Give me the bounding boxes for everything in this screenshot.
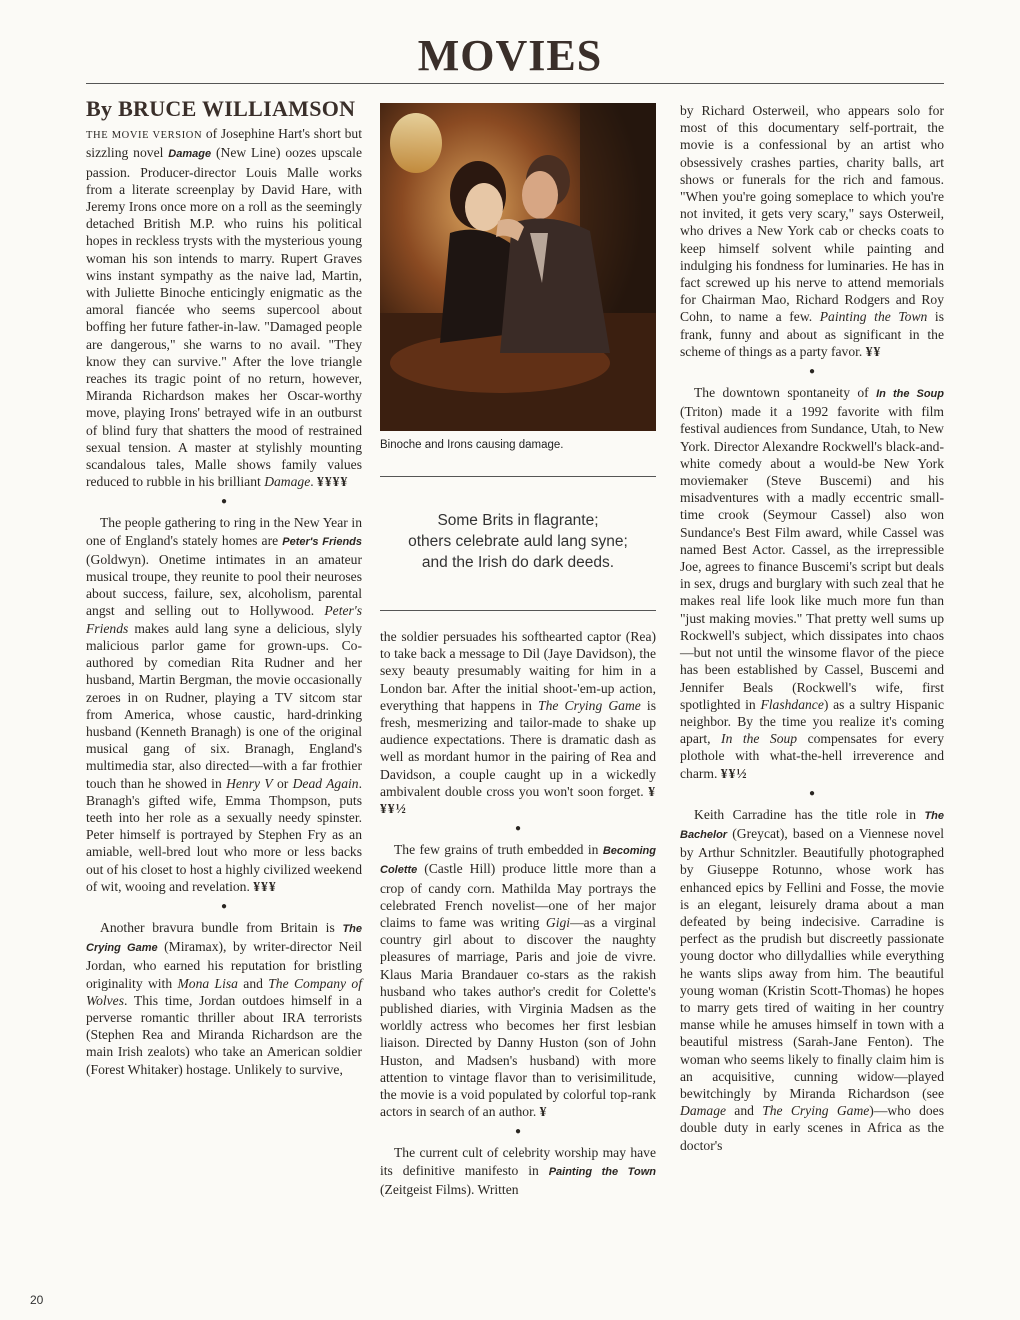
rating-peters-friends: ¥¥¥	[253, 878, 277, 894]
review-painting-the-town: The current cult of celebrity worship may have its definitive manifesto in Painting the Town (Zeitgeist Films). Written	[380, 1145, 656, 1197]
review-in-the-soup: The downtown spontaneity of In the Soup (Triton) made it a 1992 favorite with film festival audiences from Sundance, Utah, to New York. Director Alexandre Rockwell's black-and-white comedy about a would-be New York moviemaker (Steve Buscemi) and his misadventures with a madly eccentric small-time crook (Seymour Cassel) also won Sundance's Best Film award, while Cassel was named Best Actor. Cassel, as the irrepressible Joe, agrees to finance Buscemi's script but deals in sex, drugs and burglary with such zeal that he makes real life look like much more fun than "just making movies." That pretty well sums up Rockwell's subject, which dissipates into chaos—but not until the winsome flavor of the piece has been established by Cassel, Buscemi and Jennifer Beals (Rockwell's wife, first spotlighted in Flashdance) as a sultry Hispanic neighbor. By the time you realize it's coming apart, In the Soup compensates for every plothole with what-the-hell irreverence and charm. ¥¥½	[680, 385, 945, 781]
rating-damage: ¥¥¥¥	[317, 474, 349, 490]
section-bullet: ●	[220, 900, 228, 912]
column-1	[86, 96, 362, 1078]
section-bullet: ●	[808, 787, 816, 799]
byline: By BRUCE WILLIAMSON	[86, 96, 356, 121]
rating-crying-game: ¥¥¥½	[380, 783, 656, 817]
photo-caption: Binoche and Irons causing damage.	[380, 439, 564, 451]
movie-title-the-bachelor: The Bachelor	[680, 809, 944, 841]
header-rule	[86, 83, 944, 84]
movie-title-in-the-soup: In the Soup	[876, 388, 944, 401]
section-bullet: ●	[514, 823, 522, 835]
section-bullet: ●	[808, 366, 816, 378]
film-still-illustration	[380, 103, 656, 431]
section-title: MOVIES	[417, 31, 603, 80]
lead-in: THE MOVIE VERSION	[86, 130, 203, 142]
review-becoming-colette: The few grains of truth embedded in Becoming Colette (Castle Hill) produce little more than a crop of candy corn. Mathilda May portrays the celebrated French novelist—one of her major claims to fame was writing Gigi—as a virginal country girl about to discover the naughty pleasures of marriage, Paris and joie de vivre. Klaus Maria Brandauer co-stars as the rakish husband who takes author's credit for Colette's published diaries, with Virginia Madsen as the worldly actress who becomes her first lesbian liaison. Directed by Danny Huston (son of John Huston, and Madsen's husband) with more attention to vintage flavor than to verisimilitude, the movie is a void populated by colorful top-rank actors in search of an author. ¥	[380, 842, 656, 1120]
pull-quote-rule-bottom	[380, 610, 656, 611]
column-2	[380, 628, 656, 1198]
review-the-bachelor: Keith Carradine has the title role in The Bachelor (Greycat), based on a Viennese novel by Arthur Schnitzler. Beautifully photographed by Giuseppe Rotunno, whose work has enhanced epics by Fellini and Fosse, the movie is an elegant, leisurely drama about a man defeated by being indecisive. Carradine is perfect as the prudish but discreetly passionate young doctor who dillydallies while everything he wants slips away from him. The beautiful young woman (Kristin Scott-Thomas) he hopes to marry gets tired of waiting in her country manse while he amuses himself in town with a beautiful mistress (Sarah-Jane Fenton). The woman who seems likely to finally claim him is an acquisitive, cunning widow—played bewitchingly by Miranda Richardson (see Damage and The Crying Game)—who does double duty in early scenes in Africa as the doctor's	[680, 806, 944, 1153]
column-3	[680, 102, 944, 1154]
pull-quote-rule-top	[380, 476, 656, 477]
movie-title-peters-friends: Peter's Friends	[282, 535, 362, 548]
movie-title-damage: Damage	[168, 148, 212, 161]
section-bullet: ●	[220, 496, 228, 508]
movie-title-becoming-colette: Becoming Colette	[380, 845, 656, 877]
review-crying-game: Another bravura bundle from Britain is The Crying Game (Miramax), by writer-director Neil Jordan, who earned his reputation for bristling originality with Mona Lisa and The Company of Wolves. This time, Jordan outdoes himself in a perverse romantic thriller about IRA terrorists (Stephen Rea and Miranda Richardson are the main Irish zealots) who take an American soldier (Forest Whitaker) hostage. Unlikely to survive,	[86, 919, 362, 1077]
film-still-photo	[380, 103, 656, 431]
review-damage: THE MOVIE VERSION of Josephine Hart's short but sizzling novel Damage (New Line) oozes upscale passion. Producer-director Louis Malle works from a literate screenplay by David Hare, with Jeremy Irons once more on a roll as the seemingly detached British M.P. who ruins his political hopes in reckless trysts with the mysterious young woman his son intends to marry. Rupert Graves wins instant sympathy as the naive lad, Martin, with Juliette Binoche enticingly enigmatic as the amoral fiancée who seems supercool about boffing her future father-in-law. "Damaged people are dangerous," she warns to no avail. "They know they can survive." After the love triangle reaches its tragic point of no return, however, Miranda Richardson makes her Oscar-worthy move, playing Irons' betrayed wife in an outburst of blind fury that shatters the mood of restrained sexual tension. A master at stylishly mounting scandalous tales, Malle shows family values reduced to rubble in his brilliant Damage. ¥¥¥¥	[86, 126, 362, 490]
review-crying-game-continued: the soldier persuades his softhearted captor (Rea) to take back a message to Dil (Jaye Davidson), the sexy beauty presumably waiting for him in a London bar. After the initial shoot-'em-up action, everything that happens in The Crying Game is fresh, mesmerizing and tailor-made to shake up audience expectations. There is dramatic dash as well as mordant humor in the pairing of Rea and Davidson, a couple caught up in a wickedly ambivalent double cross you won't soon forget. ¥¥¥½	[380, 629, 656, 817]
page-number: 20	[30, 1293, 44, 1307]
movie-title-painting-the-town: Painting the Town	[548, 1165, 656, 1178]
movie-title-crying-game: The Crying Game	[86, 922, 362, 955]
pull-quote: Some Brits in flagrante; others celebrate auld lang syne; and the Irish do dark deeds.	[408, 512, 628, 571]
review-painting-the-town-continued: by Richard Osterweil, who appears solo for most of this documentary self-portrait, the movie is a confessional by an artist who obsessively crashes parties, charity balls, art shows or funerals for the rich and famous. "When you're going someplace to which you're not invited, it gets very scary," says Osterweil, who drives a New York cab or checks coats to keep himself solvent while painting and indulging his fondness for luminaries. He has in fact screwed up his nerve to attend memorials for Chairman Mao, Richard Rodgers and Roy Cohn, to name a few. Painting the Town is frank, funny and about as significant in the scheme of things as a party favor. ¥¥	[680, 103, 945, 359]
section-bullet: ●	[514, 1126, 522, 1138]
rating-painting-the-town: ¥¥	[865, 343, 882, 359]
rating-in-the-soup: ¥¥½	[720, 765, 748, 781]
rating-becoming-colette: ¥	[539, 1104, 548, 1120]
review-peters-friends: The people gathering to ring in the New Year in one of England's stately homes are Peter's Friends (Goldwyn). Onetime intimates in an amateur musical troupe, they reunite to pool their neuroses about success, failure, sex, alcoholism, parental angst and selling out to Hollywood. Peter's Friends makes auld lang syne a delicious, slyly malicious parlor game for grown-ups. Co-authored by comedian Rita Rudner and her husband, Martin Bergman, the movie occasionally zeroes in on Rudner, playing a TV sitcom star from America, whose caustic, hard-drinking husband (Kenneth Branagh) is one of the original musical gang of six. Branagh, England's multimedia star, also directed—with a far frothier touch than he showed in Henry V or Dead Again. Branagh's gifted wife, Emma Thompson, puts teeth into her role as a sexually needy spinster. Peter himself is portrayed by Stephen Fry as an amiable, well-bred lout who more or less backs out of his closet to host a highly civilized weekend of wit, wooing and revelation. ¥¥¥	[86, 515, 362, 894]
